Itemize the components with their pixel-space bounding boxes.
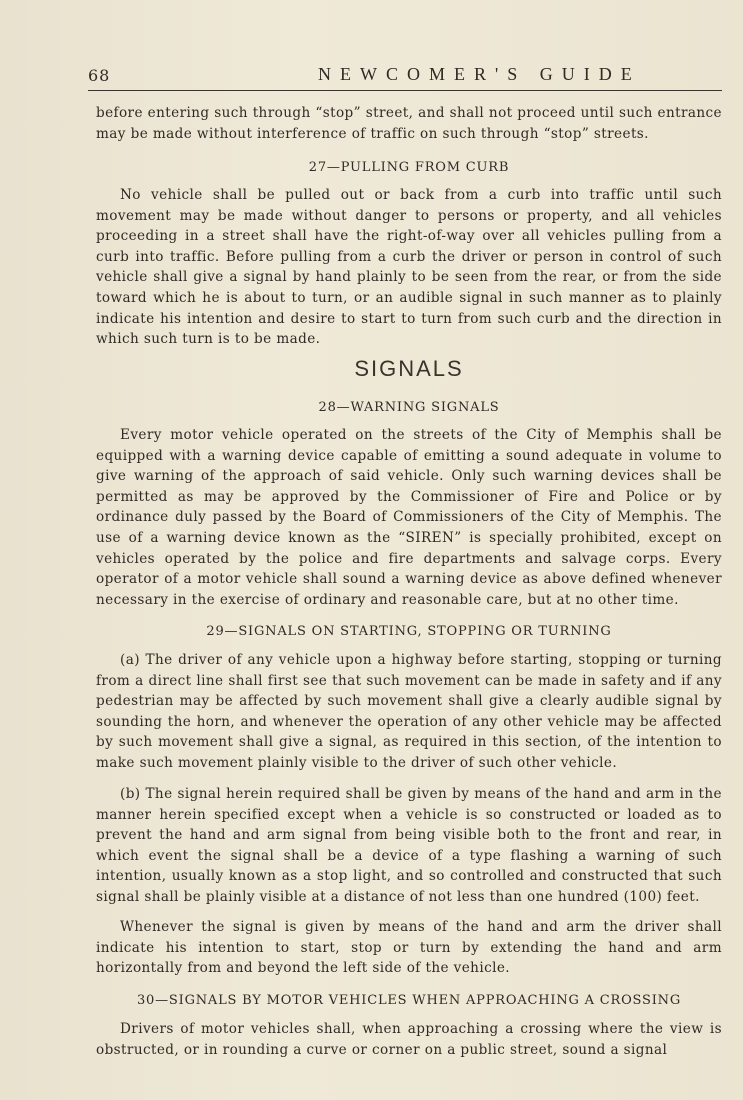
intro-paragraph: before entering such through “stop” street, and shall not proceed until such entrance may be made without interference of traffic on such through “stop” streets. [96,105,722,142]
section-27-paragraph: No vehicle shall be pulled out or back from a curb into traffic until such movement may be made without danger to persons or property, and all vehicles proceeding in a street shall have the right-of-way over all vehicles pulling from a curb into traffic. Before pulling from a curb the driver or person in control of such vehicle shall give a signal by hand plainly to be seen from the rear, or from the side toward which he is about to turn, or an audible signal in such manner as to plainly indicate his intention and desire to start to turn from such curb and the direction in which such turn is to be made. [96,187,722,348]
section-27-heading: 27—PULLING FROM CURB [308,160,510,175]
section-28-paragraph: Every motor vehicle operated on the streets of the City of Memphis shall be equipped with a warning device capable of emitting a sound adequate in volume to give warning of the approach of said vehicle. Only such warning devices shall be permitted as may be approved by the Commissioner of Fire and Police or by ordinance duly passed by the Board of Commissioners of the City of Memphis. The use of a warning device known as the “SIREN” is specially prohibited, except on vehicles operated by the police and fire departments and salvage corps. Every operator of a motor vehicle shall sound a warning device as above defined whenever necessary in the exercise of ordinary and reasonable care, but at no other time. [96,427,722,608]
running-head [88,60,722,91]
section-29-paragraph-c: Whenever the signal is given by means of the hand and arm the driver shall indicate his intention to start, stop or turn by extending the hand and arm horizontally from and beyond the left side of the vehicle. [96,919,722,977]
signals-title: SIGNALS [354,356,464,381]
section-29-paragraph-a: (a) The driver of any vehicle upon a highway before starting, stopping or turning from a direct line shall first see that such movement can be made in safety and if any pedestrian may be affected by such movement shall give a clearly audible signal by sounding the horn, and whenever the operation of any other vehicle may be affected by such movement shall give a signal, as required in this section, of the intention to make such movement plainly visible to the driver of such other vehicle. [96,652,722,771]
section-28-heading: 28—WARNING SIGNALS [318,400,500,415]
section-29-heading: 29—SIGNALS ON STARTING, STOPPING OR TURNING [206,624,612,639]
section-30-paragraph: Drivers of motor vehicles shall, when approaching a crossing where the view is obstructed, or in rounding a curve or corner on a public street, sound a signal [96,1021,722,1058]
page-number: 68 [88,66,111,85]
section-30-heading: 30—SIGNALS BY MOTOR VEHICLES WHEN APPROACHING A CROSSING [136,993,682,1008]
running-head-title: NEWCOMER'S GUIDE [318,64,641,84]
section-29-paragraph-b: (b) The signal herein required shall be given by means of the hand and arm in the manner herein specified except when a vehicle is so constructed or loaded as to prevent the hand and arm signal from being visible both to the front and rear, in which event the signal shall be a device of a type flashing a warning of such intention, usually known as a stop light, and so controlled and constructed that such signal shall be plainly visible at a distance of not less than one hundred (100) feet. [96,786,722,905]
